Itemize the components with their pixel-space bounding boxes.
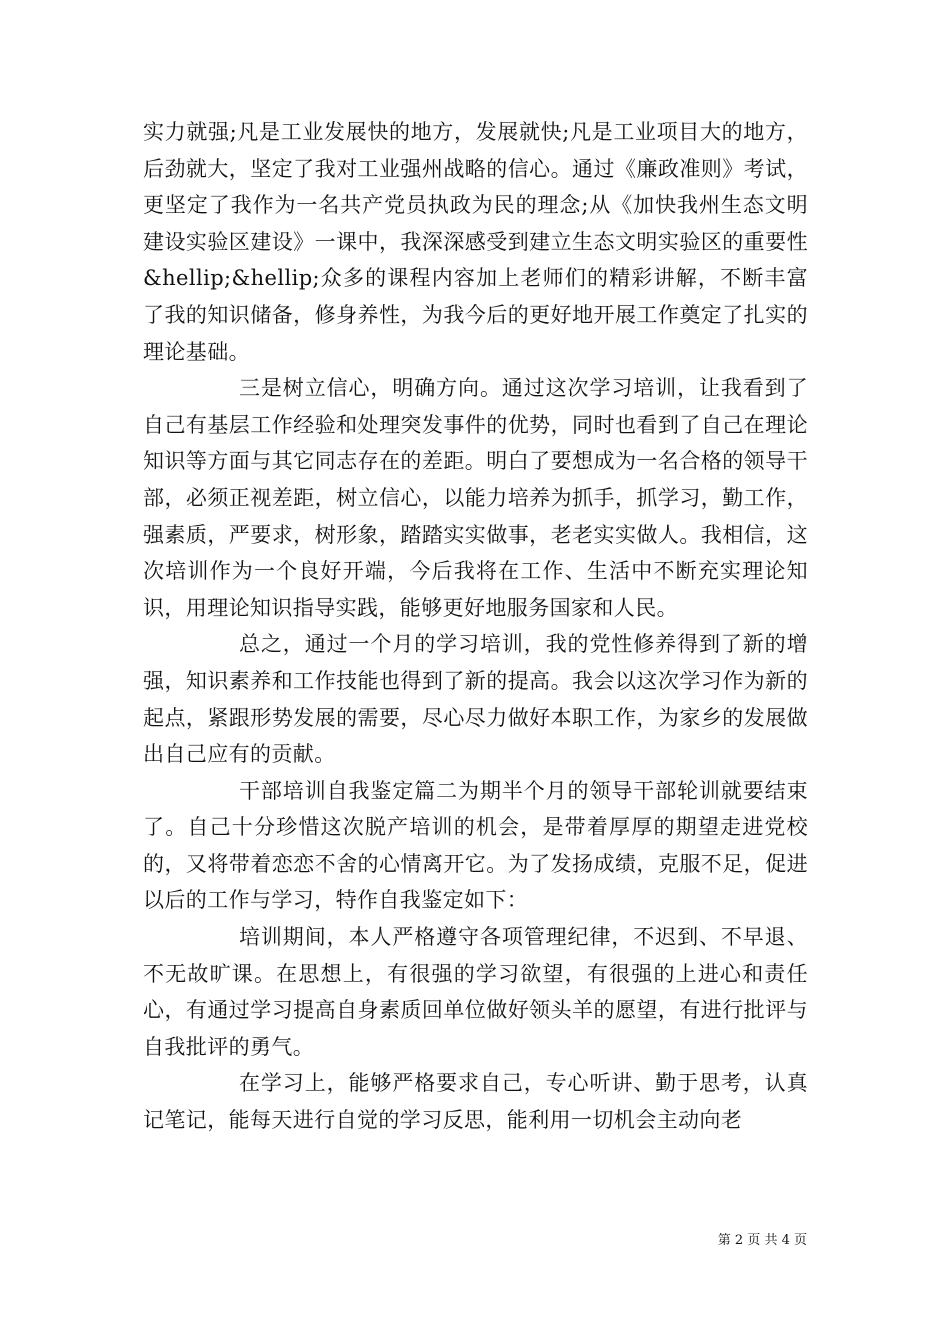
- paragraph-6: 在学习上，能够严格要求自己，专心听讲、勤于思考，认真记笔记，能每天进行自觉的学习反思，能利用一切机会主动向老: [143, 1071, 808, 1133]
- paragraph-5: 培训期间，本人严格遵守各项管理纪律，不迟到、不早退、不无故旷课。在思想上，有很强的学习欲望，有很强的上进心和责任心，有通过学习提高自身素质回单位做好领头羊的愿望，有进行批评与自我批评的勇气。: [143, 925, 808, 1059]
- document-body: [143, 114, 808, 1139]
- paragraph-4: 干部培训自我鉴定篇二为期半个月的领导干部轮训就要结束了。自己十分珍惜这次脱产培训的机会，是带着厚厚的期望走进党校的，又将带着恋恋不舍的心情离开它。为了发扬成绩，克服不足，促进以后的工作与学习，特作自我鉴定如下：: [143, 778, 808, 913]
- page-number-footer: 第 2 页 共 4 页: [717, 1233, 807, 1248]
- paragraph-3: 总之，通过一个月的学习培训，我的党性修养得到了新的增强，知识素养和工作技能也得到了新的提高。我会以这次学习作为新的起点，紧跟形势发展的需要，尽心尽力做好本职工作，为家乡的发展做出自己应有的贡献。: [143, 632, 808, 767]
- paragraph-2: 三是树立信心，明确方向。通过这次学习培训，让我看到了自己有基层工作经验和处理突发事件的优势，同时也看到了自己在理论知识等方面与其它同志存在的差距。明白了要想成为一名合格的领导干部，必须正视差距，树立信心，以能力培养为抓手，抓学习，勤工作，强素质，严要求，树形象，踏踏实实做事，老老实实做人。我相信，这次培训作为一个良好开端，今后我将在工作、生活中不断充实理论知识，用理论知识指导实践，能够更好地服务国家和人民。: [143, 376, 808, 620]
- paragraph-1: 实力就强;凡是工业发展快的地方，发展就快;凡是工业项目大的地方，后劲就大，坚定了我对工业强州战略的信心。通过《廉政准则》考试，更坚定了我作为一名共产党员执政为民的理念;从《加快我州生态文明建设实验区建设》一课中，我深深感受到建立生态文明实验区的重要性&hellip;&hellip;众多的课程内容加上老师们的精彩讲解，不断丰富了我的知识储备，修身养性，为我今后的更好地开展工作奠定了扎实的理论基础。: [143, 120, 808, 364]
